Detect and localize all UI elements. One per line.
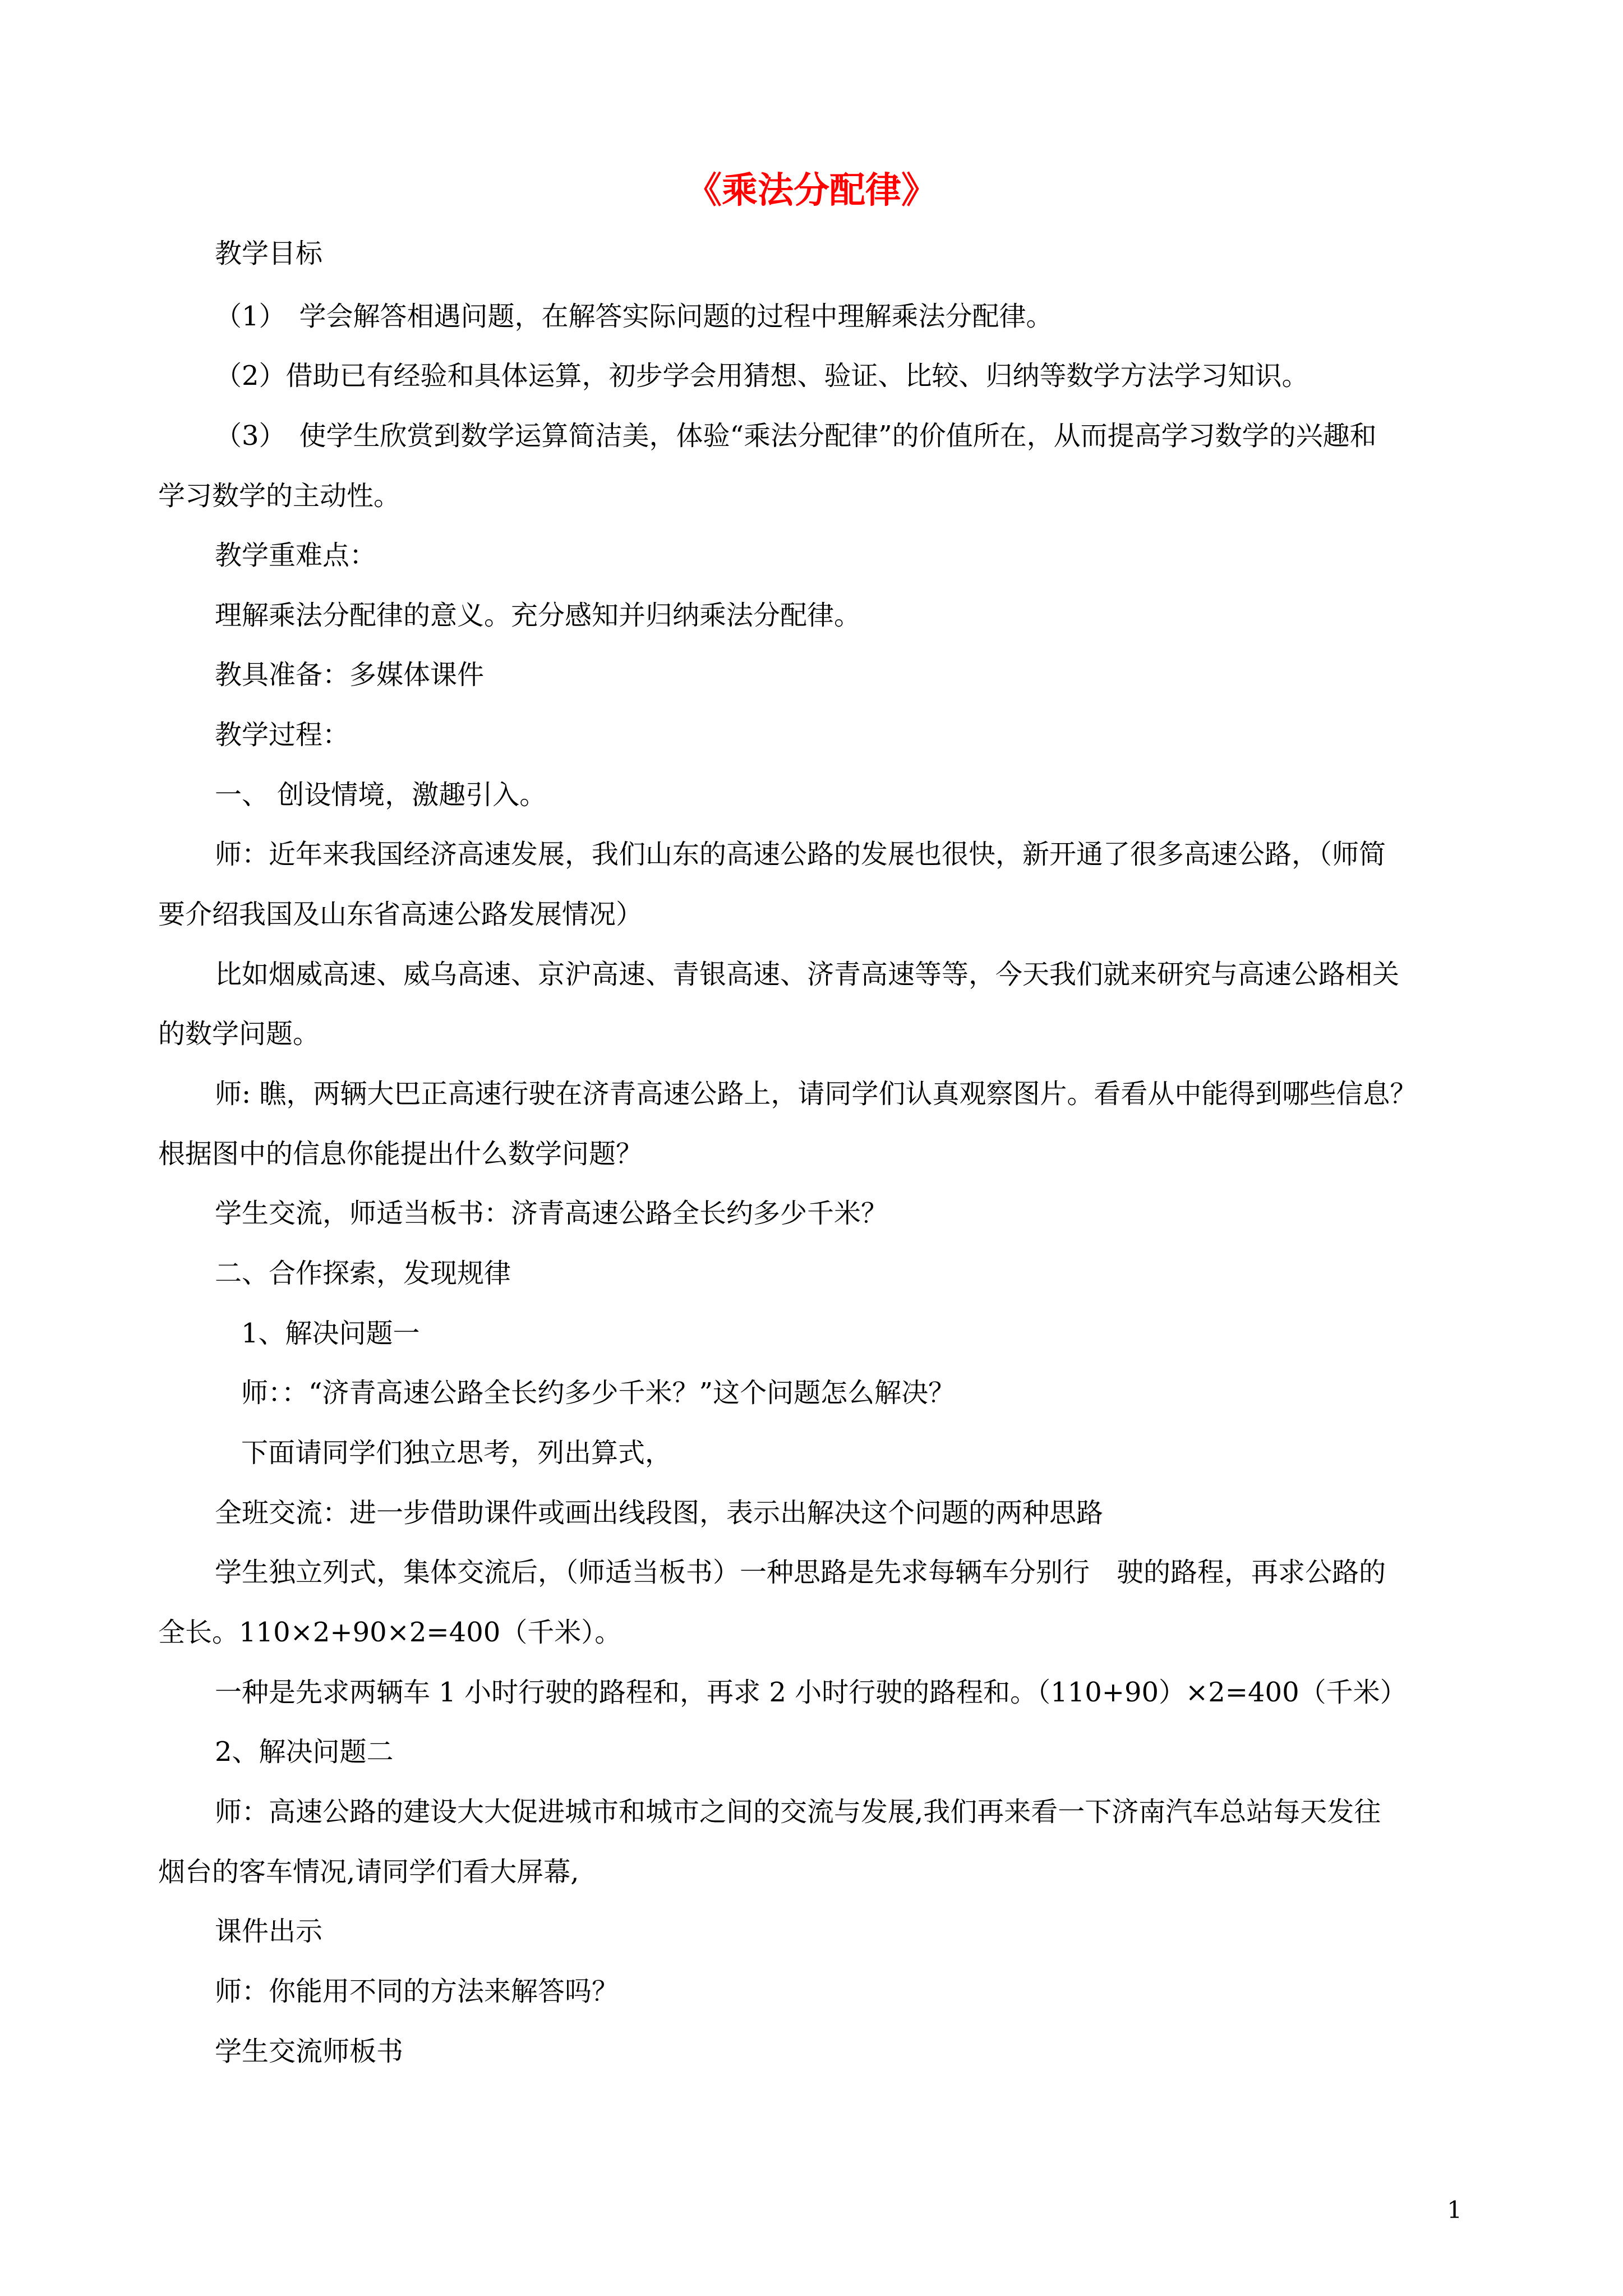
paragraph-line: 比如烟威高速、威乌高速、京沪高速、青银高速、济青高速等等，今天我们就来研究与高速公路相关 — [215, 959, 1400, 990]
paragraph-line: 根据图中的信息你能提出什么数学问题？ — [158, 1138, 643, 1170]
paragraph-line: 学习数学的主动性。 — [158, 480, 401, 512]
paragraph-line: 师: 瞧，两辆大巴正高速行驶在济青高速公路上，请同学们认真观察图片。看看从中能得到哪些信息？ — [215, 1078, 1417, 1110]
paragraph-line: 师：高速公路的建设大大促进城市和城市之间的交流与发展,我们再来看一下济南汽车总站每天发往 — [215, 1796, 1381, 1828]
paragraph-line: 学生交流，师适当板书：济青高速公路全长约多少千米？ — [215, 1198, 888, 1229]
paragraph-line: 一、 创设情境，激趣引入。 — [215, 779, 547, 811]
paragraph-line: 学生交流师板书 — [215, 2036, 404, 2067]
paragraph-line: 师：近年来我国经济高速发展，我们山东的高速公路的发展也很快，新开通了很多高速公路，（师简 — [215, 839, 1386, 870]
paragraph-line: 下面请同学们独立思考，列出算式， — [241, 1437, 672, 1469]
paragraph-line: （1） 学会解答相遇问题，在解答实际问题的过程中理解乘法分配律。 — [215, 301, 1053, 332]
paragraph-line: 理解乘法分配律的意义。充分感知并归纳乘法分配律。 — [215, 600, 861, 631]
document-title: 《乘法分配律》 — [686, 169, 937, 211]
page-number: 1 — [1447, 2196, 1462, 2224]
paragraph-line: 全班交流：进一步借助课件或画出线段图，表示出解决这个问题的两种思路 — [215, 1497, 1104, 1529]
paragraph-line: （2）借助已有经验和具体运算，初步学会用猜想、验证、比较、归纳等数学方法学习知识。 — [215, 360, 1309, 392]
paragraph-line: 师：：“济青高速公路全长约多少千米？”这个问题怎么解决？ — [241, 1377, 956, 1409]
paragraph-line: 课件出示 — [215, 1916, 323, 1947]
paragraph-line: 教学过程： — [215, 719, 350, 751]
paragraph-line: 2、解决问题二 — [215, 1736, 394, 1768]
paragraph-line: 的数学问题。 — [158, 1018, 320, 1050]
paragraph-line: 教学重难点： — [215, 540, 377, 571]
paragraph-line: 烟台的客车情况,请同学们看大屏幕, — [158, 1856, 579, 1888]
paragraph-line: 1、解决问题一 — [241, 1318, 420, 1349]
paragraph-line: 教学目标 — [215, 238, 323, 269]
paragraph-line: 二、合作探索，发现规律 — [215, 1258, 511, 1289]
paragraph-line: 一种是先求两辆车 1 小时行驶的路程和，再求 2 小时行驶的路程和。（110+90）×2=400（千米） — [215, 1677, 1407, 1708]
paragraph-line: 要介绍我国及山东省高速公路发展情况） — [158, 899, 643, 930]
paragraph-line: 教具准备：多媒体课件 — [215, 659, 485, 691]
paragraph-line: 师：你能用不同的方法来解答吗？ — [215, 1976, 619, 2007]
paragraph-line: 全长。110×2+90×2=400（千米）。 — [158, 1617, 622, 1648]
paragraph-line: （3） 使学生欣赏到数学运算简洁美，体验“乘法分配律”的价值所在，从而提高学习数学的兴趣和 — [215, 420, 1377, 452]
paragraph-line: 学生独立列式，集体交流后，（师适当板书）一种思路是先求每辆车分别行 驶的路程，再求公路的 — [215, 1557, 1386, 1588]
